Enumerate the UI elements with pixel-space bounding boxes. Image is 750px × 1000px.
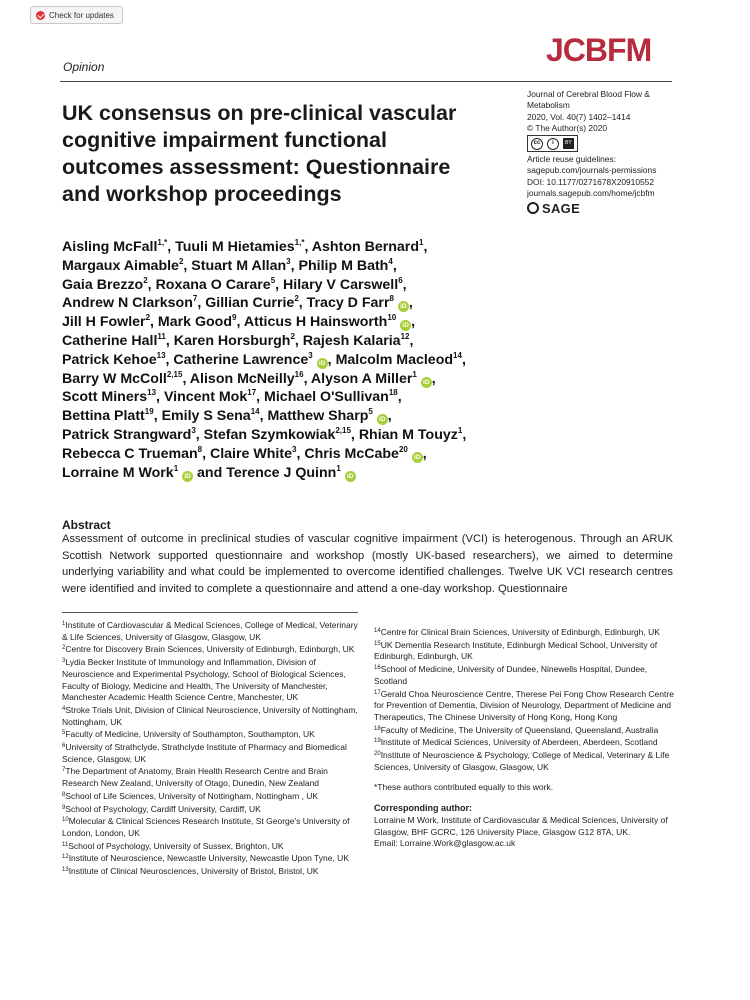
author-affiliation-mark: 1 bbox=[173, 463, 179, 473]
author-name[interactable]: Malcolm Macleod bbox=[335, 351, 454, 368]
affiliation-text: Lydia Becker Institute of Immunology and Inflammation, Division of Neuroscience and Experimental Psychology, School of Biological Sciences, Faculty of Biology, Medicine and Health, The University of Manchester, Manchester Academic Health Science Centre, Manchester, UK bbox=[62, 657, 346, 703]
author-affiliation-mark: 11 bbox=[157, 331, 166, 341]
author-separator: , bbox=[462, 426, 467, 443]
author-name[interactable]: Gaia Brezzo bbox=[62, 276, 144, 293]
affiliation-item bbox=[62, 866, 360, 878]
author-separator: , bbox=[183, 257, 192, 274]
affiliation-item bbox=[374, 627, 674, 639]
author-separator: , bbox=[387, 408, 392, 425]
author-line bbox=[62, 276, 522, 295]
affiliation-item bbox=[62, 742, 360, 765]
affiliation-item bbox=[374, 725, 674, 737]
orcid-icon[interactable]: iD bbox=[345, 471, 356, 482]
affiliation-item bbox=[374, 737, 674, 749]
section-label: Opinion bbox=[63, 60, 105, 74]
affiliation-item bbox=[62, 791, 360, 803]
author-affiliation-mark: 2,15 bbox=[166, 369, 183, 379]
author-name[interactable]: Stuart M Allan bbox=[191, 257, 287, 274]
affiliation-text: Faculty of Medicine, University of Southampton, Southampton, UK bbox=[65, 729, 315, 740]
author-name[interactable]: Tracy D Farr bbox=[306, 295, 390, 312]
journal-volume: 2020, Vol. 40(7) 1402–1414 bbox=[527, 111, 631, 122]
header-rule bbox=[60, 81, 672, 82]
author-separator: , bbox=[411, 314, 416, 331]
affiliation-number: 9 bbox=[62, 804, 66, 811]
author-affiliation-mark: 18 bbox=[388, 388, 398, 398]
author-name[interactable]: Rajesh Kalaria bbox=[302, 332, 401, 349]
author-affiliation-mark: 3 bbox=[286, 256, 291, 266]
author-name[interactable]: Catherine Lawrence bbox=[173, 351, 309, 368]
check-icon bbox=[36, 11, 45, 20]
author-name[interactable]: Ashton Bernard bbox=[311, 239, 419, 255]
publisher-name: SAGE bbox=[542, 200, 581, 216]
author-separator: , bbox=[294, 332, 303, 349]
journal-link[interactable]: journals.sagepub.com/home/jcbfm bbox=[527, 188, 655, 199]
affiliation-text: Stroke Trials Unit, Division of Clinical Neuroscience, University of Nottingham, Nottingham, UK bbox=[62, 704, 358, 727]
author-name[interactable]: Gillian Currie bbox=[205, 295, 295, 312]
affiliation-item bbox=[62, 766, 360, 789]
attribution-icon: i bbox=[547, 138, 559, 150]
sage-circle-icon bbox=[527, 202, 539, 214]
abstract-heading: Abstract bbox=[62, 518, 111, 532]
author-separator: and bbox=[193, 464, 227, 481]
author-name[interactable]: Vincent Mok bbox=[163, 389, 248, 406]
affiliations-left bbox=[62, 620, 360, 879]
author-name[interactable]: Alison McNeilly bbox=[189, 370, 295, 387]
orcid-icon[interactable]: iD bbox=[377, 414, 388, 425]
copyright: © The Author(s) 2020 bbox=[527, 122, 608, 133]
author-name[interactable]: Mark Good bbox=[157, 314, 233, 331]
affiliation-item bbox=[62, 816, 360, 839]
author-line bbox=[62, 332, 522, 351]
affiliation-text: Centre for Clinical Brain Sciences, University of Edinburgh, Edinburgh, UK bbox=[380, 627, 660, 637]
affiliations-right-column bbox=[374, 627, 674, 850]
author-name[interactable]: Margaux Aimable bbox=[62, 257, 179, 274]
author-line bbox=[62, 351, 522, 370]
author-affiliation-mark: 13 bbox=[147, 388, 157, 398]
author-affiliation-mark: 7 bbox=[192, 294, 198, 304]
author-line bbox=[62, 388, 522, 407]
affiliation-item bbox=[374, 689, 674, 724]
author-separator: , bbox=[422, 445, 427, 462]
affiliation-text: UK Dementia Research Institute, Edinburgh Medical School, University of Edinburgh, Edinburgh, UK bbox=[374, 639, 658, 662]
affiliation-number: 20 bbox=[374, 751, 381, 758]
affiliations-right bbox=[374, 627, 674, 773]
affiliation-number: 13 bbox=[62, 867, 69, 874]
author-name[interactable]: Bettina Platt bbox=[62, 408, 145, 425]
author-name[interactable]: Philip M Bath bbox=[298, 257, 389, 274]
cc-label: BY bbox=[563, 138, 574, 149]
reuse-link[interactable]: sagepub.com/journals-permissions bbox=[527, 165, 657, 176]
orcid-icon[interactable]: iD bbox=[182, 471, 193, 482]
author-affiliation-mark: 13 bbox=[156, 350, 166, 360]
author-affiliation-mark: 2,15 bbox=[335, 425, 351, 435]
author-name[interactable]: Andrew N Clarkson bbox=[62, 295, 193, 312]
author-affiliation-mark: 2 bbox=[294, 294, 299, 304]
author-separator: , bbox=[350, 426, 359, 443]
author-line bbox=[62, 445, 522, 464]
affiliation-number: 15 bbox=[374, 640, 381, 647]
author-affiliation-mark: 10 bbox=[387, 313, 397, 323]
affiliation-text: Centre for Discovery Brain Sciences, University of Edinburgh, Edinburgh, UK bbox=[65, 644, 355, 655]
orcid-icon[interactable]: iD bbox=[317, 358, 328, 369]
author-separator: , bbox=[153, 408, 162, 425]
affiliation-item bbox=[62, 853, 360, 865]
affiliation-number: 6 bbox=[62, 743, 66, 750]
author-affiliation-mark: 3 bbox=[191, 425, 196, 435]
author-line bbox=[62, 464, 522, 483]
affiliation-number: 4 bbox=[62, 705, 66, 712]
author-affiliation-mark: 5 bbox=[270, 275, 276, 285]
author-separator: , bbox=[275, 276, 284, 293]
affiliation-text: Faculty of Medicine, The University of Queensland, Queensland, Australia bbox=[380, 724, 659, 735]
author-list bbox=[62, 238, 522, 482]
author-separator: , bbox=[397, 389, 402, 406]
author-separator: , bbox=[182, 370, 190, 387]
affiliation-item bbox=[62, 644, 360, 656]
author-separator: , bbox=[150, 314, 158, 331]
affiliation-number: 17 bbox=[374, 689, 381, 696]
publisher-logo bbox=[527, 202, 677, 214]
affiliation-number: 19 bbox=[374, 738, 381, 745]
author-name[interactable]: Patrick Strangward bbox=[62, 426, 192, 443]
author-line bbox=[62, 370, 522, 389]
affiliation-text: School of Psychology, University of Sussex, Brighton, UK bbox=[68, 840, 284, 851]
author-separator: , bbox=[147, 276, 156, 293]
author-name[interactable]: Chris McCabe bbox=[304, 445, 399, 462]
author-name[interactable]: Rhian M Touyz bbox=[358, 426, 458, 443]
author-affiliation-mark: 1 bbox=[336, 463, 341, 473]
author-affiliation-mark: 14 bbox=[250, 407, 260, 417]
affiliation-text: Gerald Choa Neuroscience Centre, Therese Pei Fong Chow Research Centre for Prevention of Dementia, Division of Neurology, Department of Medicine and Therapeutics, The Chinese University of Hong Kong, Hong Kong bbox=[374, 688, 674, 722]
corresponding-email[interactable]: Email: Lorraine.Work@glasgow.ac.uk bbox=[374, 838, 516, 849]
reuse-label: Article reuse guidelines: bbox=[527, 154, 616, 165]
author-affiliation-mark: 8 bbox=[197, 444, 203, 454]
author-name[interactable]: Alyson A Miller bbox=[310, 370, 413, 387]
author-affiliation-mark: 16 bbox=[294, 369, 304, 379]
orcid-icon[interactable]: iD bbox=[421, 377, 432, 388]
affiliation-item bbox=[62, 657, 360, 704]
affiliation-number: 14 bbox=[374, 628, 381, 634]
author-name[interactable]: Rebecca C Trueman bbox=[62, 445, 198, 462]
journal-name: Journal of Cerebral Blood Flow & Metabolism bbox=[527, 89, 650, 111]
author-name[interactable]: Patrick Kehoe bbox=[62, 351, 157, 368]
corresponding-address: Lorraine M Work, Institute of Cardiovascular & Medical Sciences, University of Glasgow, BHF GCRC, 126 University Place, Glasgow G12 8TA, UK. bbox=[374, 814, 668, 837]
doi[interactable]: DOI: 10.1177/0271678X20910552 bbox=[527, 176, 654, 187]
author-affiliation-mark: 12 bbox=[400, 331, 410, 341]
affiliation-item bbox=[62, 841, 360, 853]
creative-commons-badge[interactable] bbox=[527, 135, 578, 152]
author-separator: , bbox=[304, 239, 312, 255]
author-affiliation-mark: 2 bbox=[143, 275, 148, 285]
author-name[interactable]: Catherine Hall bbox=[62, 332, 158, 349]
author-name[interactable]: Terence J Quinn bbox=[226, 464, 337, 481]
author-affiliation-mark: 6 bbox=[398, 275, 403, 285]
journal-info bbox=[527, 89, 677, 214]
author-separator: , bbox=[409, 332, 414, 349]
author-line bbox=[62, 238, 522, 257]
affiliation-text: Institute of Medical Sciences, University of Aberdeen, Aberdeen, Scotland bbox=[380, 737, 658, 748]
author-affiliation-mark: 20 bbox=[398, 444, 408, 454]
equal-contribution-note: *These authors contributed equally to this work. bbox=[374, 782, 554, 793]
author-separator: , bbox=[290, 257, 299, 274]
author-affiliation-mark: 14 bbox=[453, 350, 462, 360]
affiliation-number: 2 bbox=[62, 645, 66, 652]
author-name[interactable]: Michael O'Sullivan bbox=[264, 389, 389, 406]
affiliation-number: 12 bbox=[62, 854, 69, 861]
author-name[interactable]: Lorraine M Work bbox=[62, 464, 174, 481]
author-separator: , bbox=[156, 389, 164, 406]
author-name[interactable]: Atticus H Hainsworth bbox=[243, 314, 388, 331]
author-separator: , bbox=[202, 445, 210, 462]
author-separator: , bbox=[167, 239, 176, 255]
author-line bbox=[62, 407, 522, 426]
affiliation-number: 7 bbox=[62, 767, 66, 774]
author-separator: , bbox=[165, 351, 174, 368]
author-name[interactable]: Barry W McColl bbox=[62, 370, 167, 387]
author-name[interactable]: Jill H Fowler bbox=[62, 314, 146, 331]
author-separator: , bbox=[197, 295, 206, 312]
affiliation-item bbox=[374, 640, 674, 663]
author-affiliation-mark: 9 bbox=[232, 313, 237, 323]
author-separator: , bbox=[256, 389, 265, 406]
affiliation-text: School of Psychology, Cardiff University, Cardiff, UK bbox=[65, 803, 261, 814]
affiliation-number: 18 bbox=[374, 725, 381, 732]
cc-icon: cc bbox=[531, 138, 543, 150]
affiliation-number: 5 bbox=[62, 730, 66, 737]
author-separator: , bbox=[259, 408, 268, 425]
author-affiliation-mark: 1 bbox=[412, 369, 417, 379]
author-name[interactable]: Tuuli M Hietamies bbox=[175, 239, 295, 255]
author-separator: , bbox=[423, 239, 428, 255]
author-name[interactable]: Roxana O Carare bbox=[155, 276, 271, 293]
author-name[interactable]: Claire White bbox=[209, 445, 292, 462]
author-line bbox=[62, 426, 522, 445]
affiliation-number: 10 bbox=[62, 817, 69, 824]
author-separator: , bbox=[303, 370, 311, 387]
orcid-icon[interactable]: iD bbox=[398, 301, 409, 312]
affiliation-number: 3 bbox=[62, 658, 66, 665]
author-affiliation-mark: 3 bbox=[308, 350, 313, 360]
author-affiliation-mark: 17 bbox=[247, 388, 257, 398]
author-affiliation-mark: 3 bbox=[291, 444, 297, 454]
author-affiliation-mark: 8 bbox=[389, 294, 394, 304]
affiliation-text: School of Medicine, University of Dundee, Ninewells Hospital, Dundee, Scotland bbox=[374, 664, 648, 686]
author-line bbox=[62, 257, 522, 276]
check-for-updates-label: Check for updates bbox=[49, 10, 114, 20]
author-line bbox=[62, 313, 522, 332]
author-separator: , bbox=[236, 314, 244, 331]
affiliation-text: School of Life Sciences, University of Nottingham, Nottingham , UK bbox=[65, 790, 319, 801]
author-separator: , bbox=[327, 351, 336, 368]
journal-logo: JCBFM bbox=[546, 32, 652, 68]
affiliation-number: 16 bbox=[374, 665, 381, 672]
article-title: UK consensus on pre-clinical vascular cognitive impairment functional outcomes assessment: Questionnaire and workshop proceedings bbox=[62, 101, 457, 206]
affiliation-text: Institute of Neuroscience, Newcastle University, Newcastle Upon Tyne, UK bbox=[68, 853, 349, 864]
author-affiliation-mark: 2 bbox=[178, 256, 184, 266]
author-separator: , bbox=[165, 332, 174, 349]
affiliation-number: 11 bbox=[62, 841, 69, 848]
author-affiliation-mark: 1,* bbox=[294, 238, 305, 247]
affiliation-text: The Department of Anatomy, Brain Health Research Centre and Brain Research New Zealand, University of Otago, Dunedin, New Zealand bbox=[62, 766, 328, 789]
affiliation-item bbox=[374, 664, 674, 687]
affiliation-item bbox=[62, 705, 360, 728]
author-name[interactable]: Matthew Sharp bbox=[267, 408, 369, 425]
affiliation-text: Institute of Neuroscience & Psychology, College of Medical, Veterinary & Life Sciences, University of Glasgow, Glasgow, UK bbox=[374, 750, 670, 772]
orcid-icon[interactable]: iD bbox=[412, 452, 423, 463]
author-affiliation-mark: 2 bbox=[290, 331, 295, 341]
footnote-rule bbox=[62, 612, 358, 613]
author-line bbox=[62, 294, 522, 313]
author-affiliation-mark: 5 bbox=[368, 407, 373, 417]
orcid-icon[interactable]: iD bbox=[400, 320, 411, 331]
author-affiliation-mark: 1,* bbox=[157, 238, 168, 247]
author-separator: , bbox=[298, 295, 307, 312]
author-separator: , bbox=[402, 276, 407, 293]
affiliation-item bbox=[62, 804, 360, 816]
author-separator: , bbox=[296, 445, 305, 462]
check-for-updates-badge[interactable] bbox=[30, 6, 123, 24]
affiliation-number: 1 bbox=[62, 621, 66, 627]
author-separator: , bbox=[461, 351, 466, 368]
affiliation-number: 8 bbox=[62, 791, 66, 798]
author-name[interactable]: Emily S Sena bbox=[161, 408, 251, 425]
author-affiliation-mark: 2 bbox=[145, 313, 151, 323]
author-name[interactable]: Aisling McFall bbox=[62, 239, 158, 255]
affiliation-text: University of Strathclyde, Strathclyde Institute of Pharmacy and Biomedical Science, Glasgow, UK bbox=[62, 742, 347, 764]
author-affiliation-mark: 1 bbox=[419, 238, 424, 247]
author-separator: , bbox=[408, 295, 413, 312]
author-name[interactable]: Hilary V Carswell bbox=[283, 276, 399, 293]
author-affiliation-mark: 1 bbox=[457, 425, 463, 435]
author-separator: , bbox=[195, 426, 204, 443]
author-affiliation-mark: 19 bbox=[144, 407, 154, 417]
affiliation-item bbox=[62, 620, 360, 643]
author-separator: , bbox=[431, 370, 436, 387]
author-separator: , bbox=[392, 257, 397, 274]
author-name[interactable]: Scott Miners bbox=[62, 389, 148, 406]
affiliation-text: Institute of Clinical Neurosciences, University of Bristol, Bristol, UK bbox=[68, 866, 319, 877]
affiliation-text: Institute of Cardiovascular & Medical Sciences, College of Medical, Veterinary & Life Sciences, University of Glasgow, Glasgow, UK bbox=[62, 620, 358, 642]
affiliation-item bbox=[62, 729, 360, 741]
affiliation-text: Molecular & Clinical Sciences Research Institute, St George's University of London, London, UK bbox=[62, 816, 350, 838]
author-name[interactable]: Stefan Szymkowiak bbox=[203, 426, 336, 443]
affiliation-item bbox=[374, 750, 674, 773]
author-name[interactable]: Karen Horsburgh bbox=[173, 332, 291, 349]
corresponding-heading: Corresponding author: bbox=[374, 803, 472, 814]
author-affiliation-mark: 4 bbox=[388, 256, 393, 266]
abstract-text: Assessment of outcome in preclinical studies of vascular cognitive impairment (VCI) is heterogenous. Through an ARUK Scottish Network supported questionnaire and workshop (mostly UK-based researchers), we aimed to determine underlying variability and what could be implemented to overcome identified challenges. Twelve UK VCI research centres were identified and invited to complete a questionnaire and attend a one-day workshop. Questionnaire bbox=[62, 533, 673, 595]
